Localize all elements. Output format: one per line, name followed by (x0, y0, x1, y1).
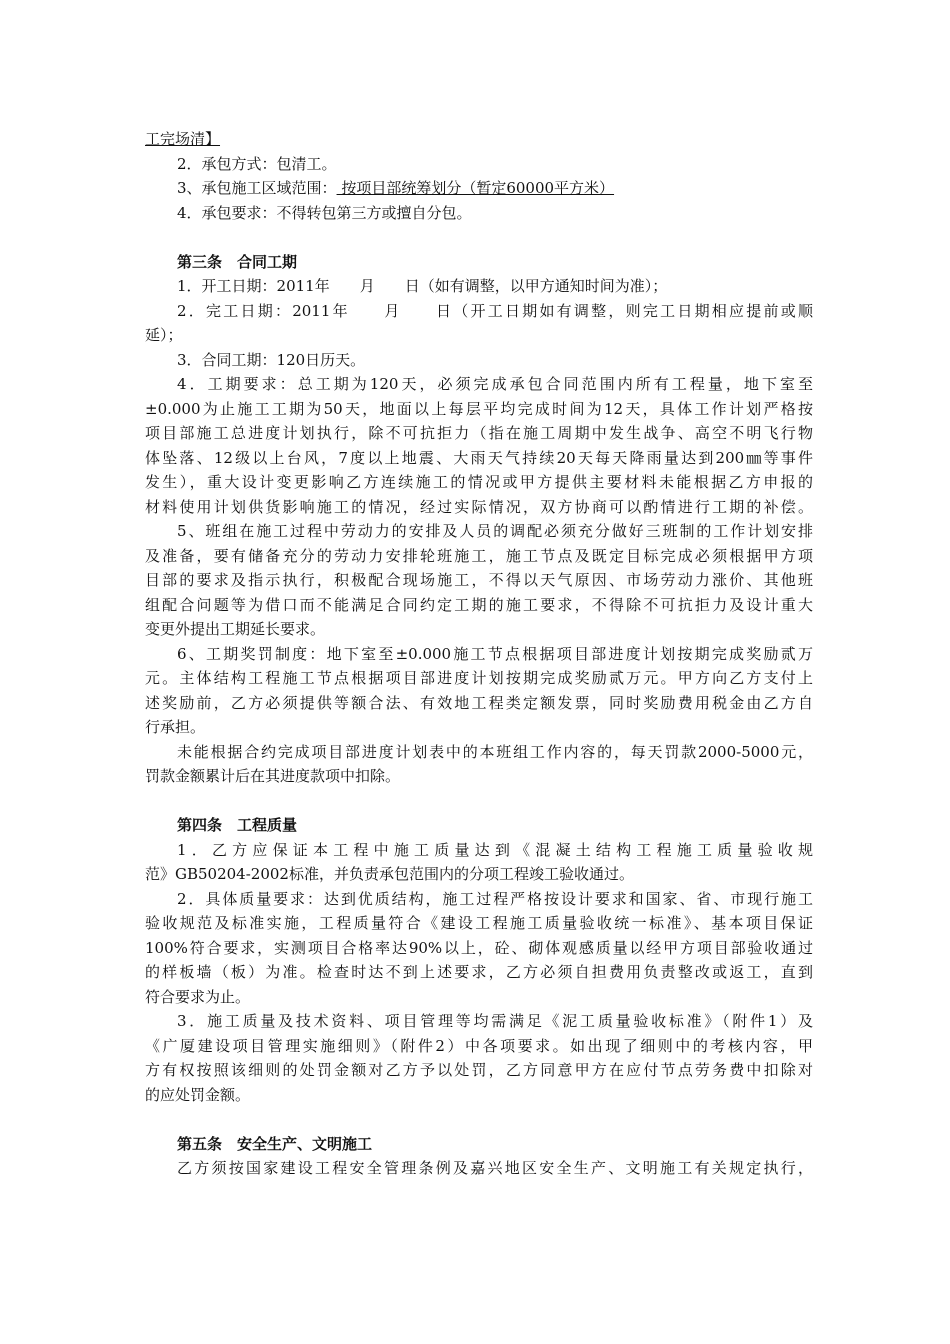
article-3-item-5-line: 及准备，要有储备充分的劳动力安排轮班施工，施工节点及既定目标完成必须根据甲方项 (145, 546, 813, 565)
article-5-line: 乙方须按国家建设工程安全管理条例及嘉兴地区安全生产、文明施工有关规定执行， (177, 1159, 813, 1177)
spacer (145, 1107, 813, 1132)
continued-line: 工完场清】 (145, 130, 221, 148)
article-3-item-5-line: 组配合问题等为借口而不能满足合同约定工期的施工要求，不得除不可抗拒力及设计重大 (145, 595, 813, 614)
contract-item-2: 2．承包方式：包清工。 (177, 154, 337, 173)
article-4-item-2-line: 符合要求为止。 (145, 987, 251, 1006)
article-4-item-1-line: 1．乙方应保证本工程中施工质量达到《混凝土结构工程施工质量验收规 (177, 840, 813, 859)
contract-item-4: 4．承包要求：不得转包第三方或擅自分包。 (177, 203, 472, 222)
article-3-item-6-line: 述奖励前，乙方必须提供等额合法、有效地工程类定额发票，同时奖励费用税金由乙方自 (145, 693, 813, 712)
item-3-scope: 按项目部统筹划分（暂定60000平方米） (336, 179, 615, 197)
article-3-penalty-line: 罚款金额累计后在其进度款项中扣除。 (145, 767, 401, 785)
article-3-item-4-line: 项目部施工总进度计划执行，除不可抗拒力（指在施工周期中发生战争、高空不明飞行物 (145, 424, 813, 442)
article-4-item-1-line: 范》GB50204-2002标准，并负责承包范围内的分项工程竣工验收通过。 (145, 865, 634, 883)
article-4-title: 第四条 工程质量 (177, 816, 298, 834)
article-3-item-2-line-2: 延）； (145, 326, 183, 344)
article-3-item-4-line: ±0.000为止施工工期为50天，地面以上每层平均完成时间为12天，具体工作计划严格按 (145, 399, 813, 418)
article-3-item-6-line: 行承担。 (145, 718, 206, 736)
article-4-item-2-line: 验收规范及标准实施，工程质量符合《建设工程施工质量验收统一标准》、基本项目保证 (145, 914, 813, 932)
article-4-item-3-line: 《广厦建设项目管理实施细则》（附件2）中各项要求。如出现了细则中的考核内容，甲 (145, 1036, 813, 1055)
article-3-item-4-line: 发生），重大设计变更影响乙方连续施工的情况或甲方提供主要材料未能根据乙方申报的 (145, 473, 813, 491)
spacer (145, 789, 813, 814)
article-4-item-2-line: 100%符合要求，实测项目合格率达90%以上，砼、砌体观感质量以经甲方项目部验收通过 (145, 938, 813, 957)
article-3-item-5-line: 5、班组在施工过程中劳动力的安排及人员的调配必须充分做好三班制的工作计划安排 (177, 522, 813, 540)
article-3-penalty-line: 未能根据合约完成项目部进度计划表中的本班组工作内容的，每天罚款2000-5000元， (177, 742, 813, 761)
article-3-item-6-line: 6、工期奖罚制度：地下室至±0.000施工节点根据项目部进度计划按期完成奖励贰万 (177, 644, 813, 663)
article-4-item-3-line: 3．施工质量及技术资料、项目管理等均需满足《泥工质量验收标准》（附件1）及 (177, 1012, 813, 1030)
article-3-item-4-line: 4．工期要求：总工期为120天，必须完成承包合同范围内所有工程量，地下室至 (177, 375, 813, 393)
article-5-title: 第五条 安全生产、文明施工 (177, 1134, 373, 1153)
article-3-item-2-line-1: 2．完工日期：2011年 月 日（开工日期如有调整，则完工日期相应提前或顺 (177, 301, 813, 320)
article-3-item-5-line: 变更外提出工期延长要求。 (145, 620, 326, 638)
article-4-item-2-line: 的样板墙（板）为准。检查时达不到上述要求，乙方必须自担费用负责整改或返工，直到 (145, 963, 813, 981)
article-4-item-3-line: 方有权按照该细则的处罚金额对乙方予以处罚，乙方同意甲方在应付节点劳务费中扣除对 (145, 1061, 813, 1079)
article-3-item-3: 3．合同工期：120日历天。 (177, 350, 366, 369)
spacer (145, 225, 813, 250)
article-3-item-1: 1．开工日期：2011年 月 日（如有调整，以甲方通知时间为准）； (177, 277, 668, 295)
article-3-item-5-line: 目部的要求及指示执行，积极配合现场施工，不得以天气原因、市场劳动力涨价、其他班 (145, 571, 813, 589)
contract-item-3 (145, 176, 813, 201)
document-body (145, 127, 813, 1181)
article-4-item-2-line: 2．具体质量要求：达到优质结构，施工过程严格按设计要求和国家、省、市现行施工 (177, 889, 813, 908)
article-3-item-4-line: 材料使用计划供货影响施工的情况，经过实际情况，双方协商可以酌情进行工期的补偿。 (145, 497, 813, 516)
article-3-item-4-line: 体坠落、12级以上台风，7度以上地震、大雨天气持续20天每天降雨量达到200㎜等事件 (145, 448, 813, 467)
article-3-title: 第三条 合同工期 (177, 252, 298, 271)
article-3-item-6-line: 元。主体结构工程施工节点根据项目部进度计划按期完成奖励贰万元。甲方向乙方支付上 (145, 669, 813, 687)
item-3-label: 3、承包施工区域范围： (177, 179, 337, 197)
article-4-item-3-line: 的应处罚金额。 (145, 1085, 251, 1104)
